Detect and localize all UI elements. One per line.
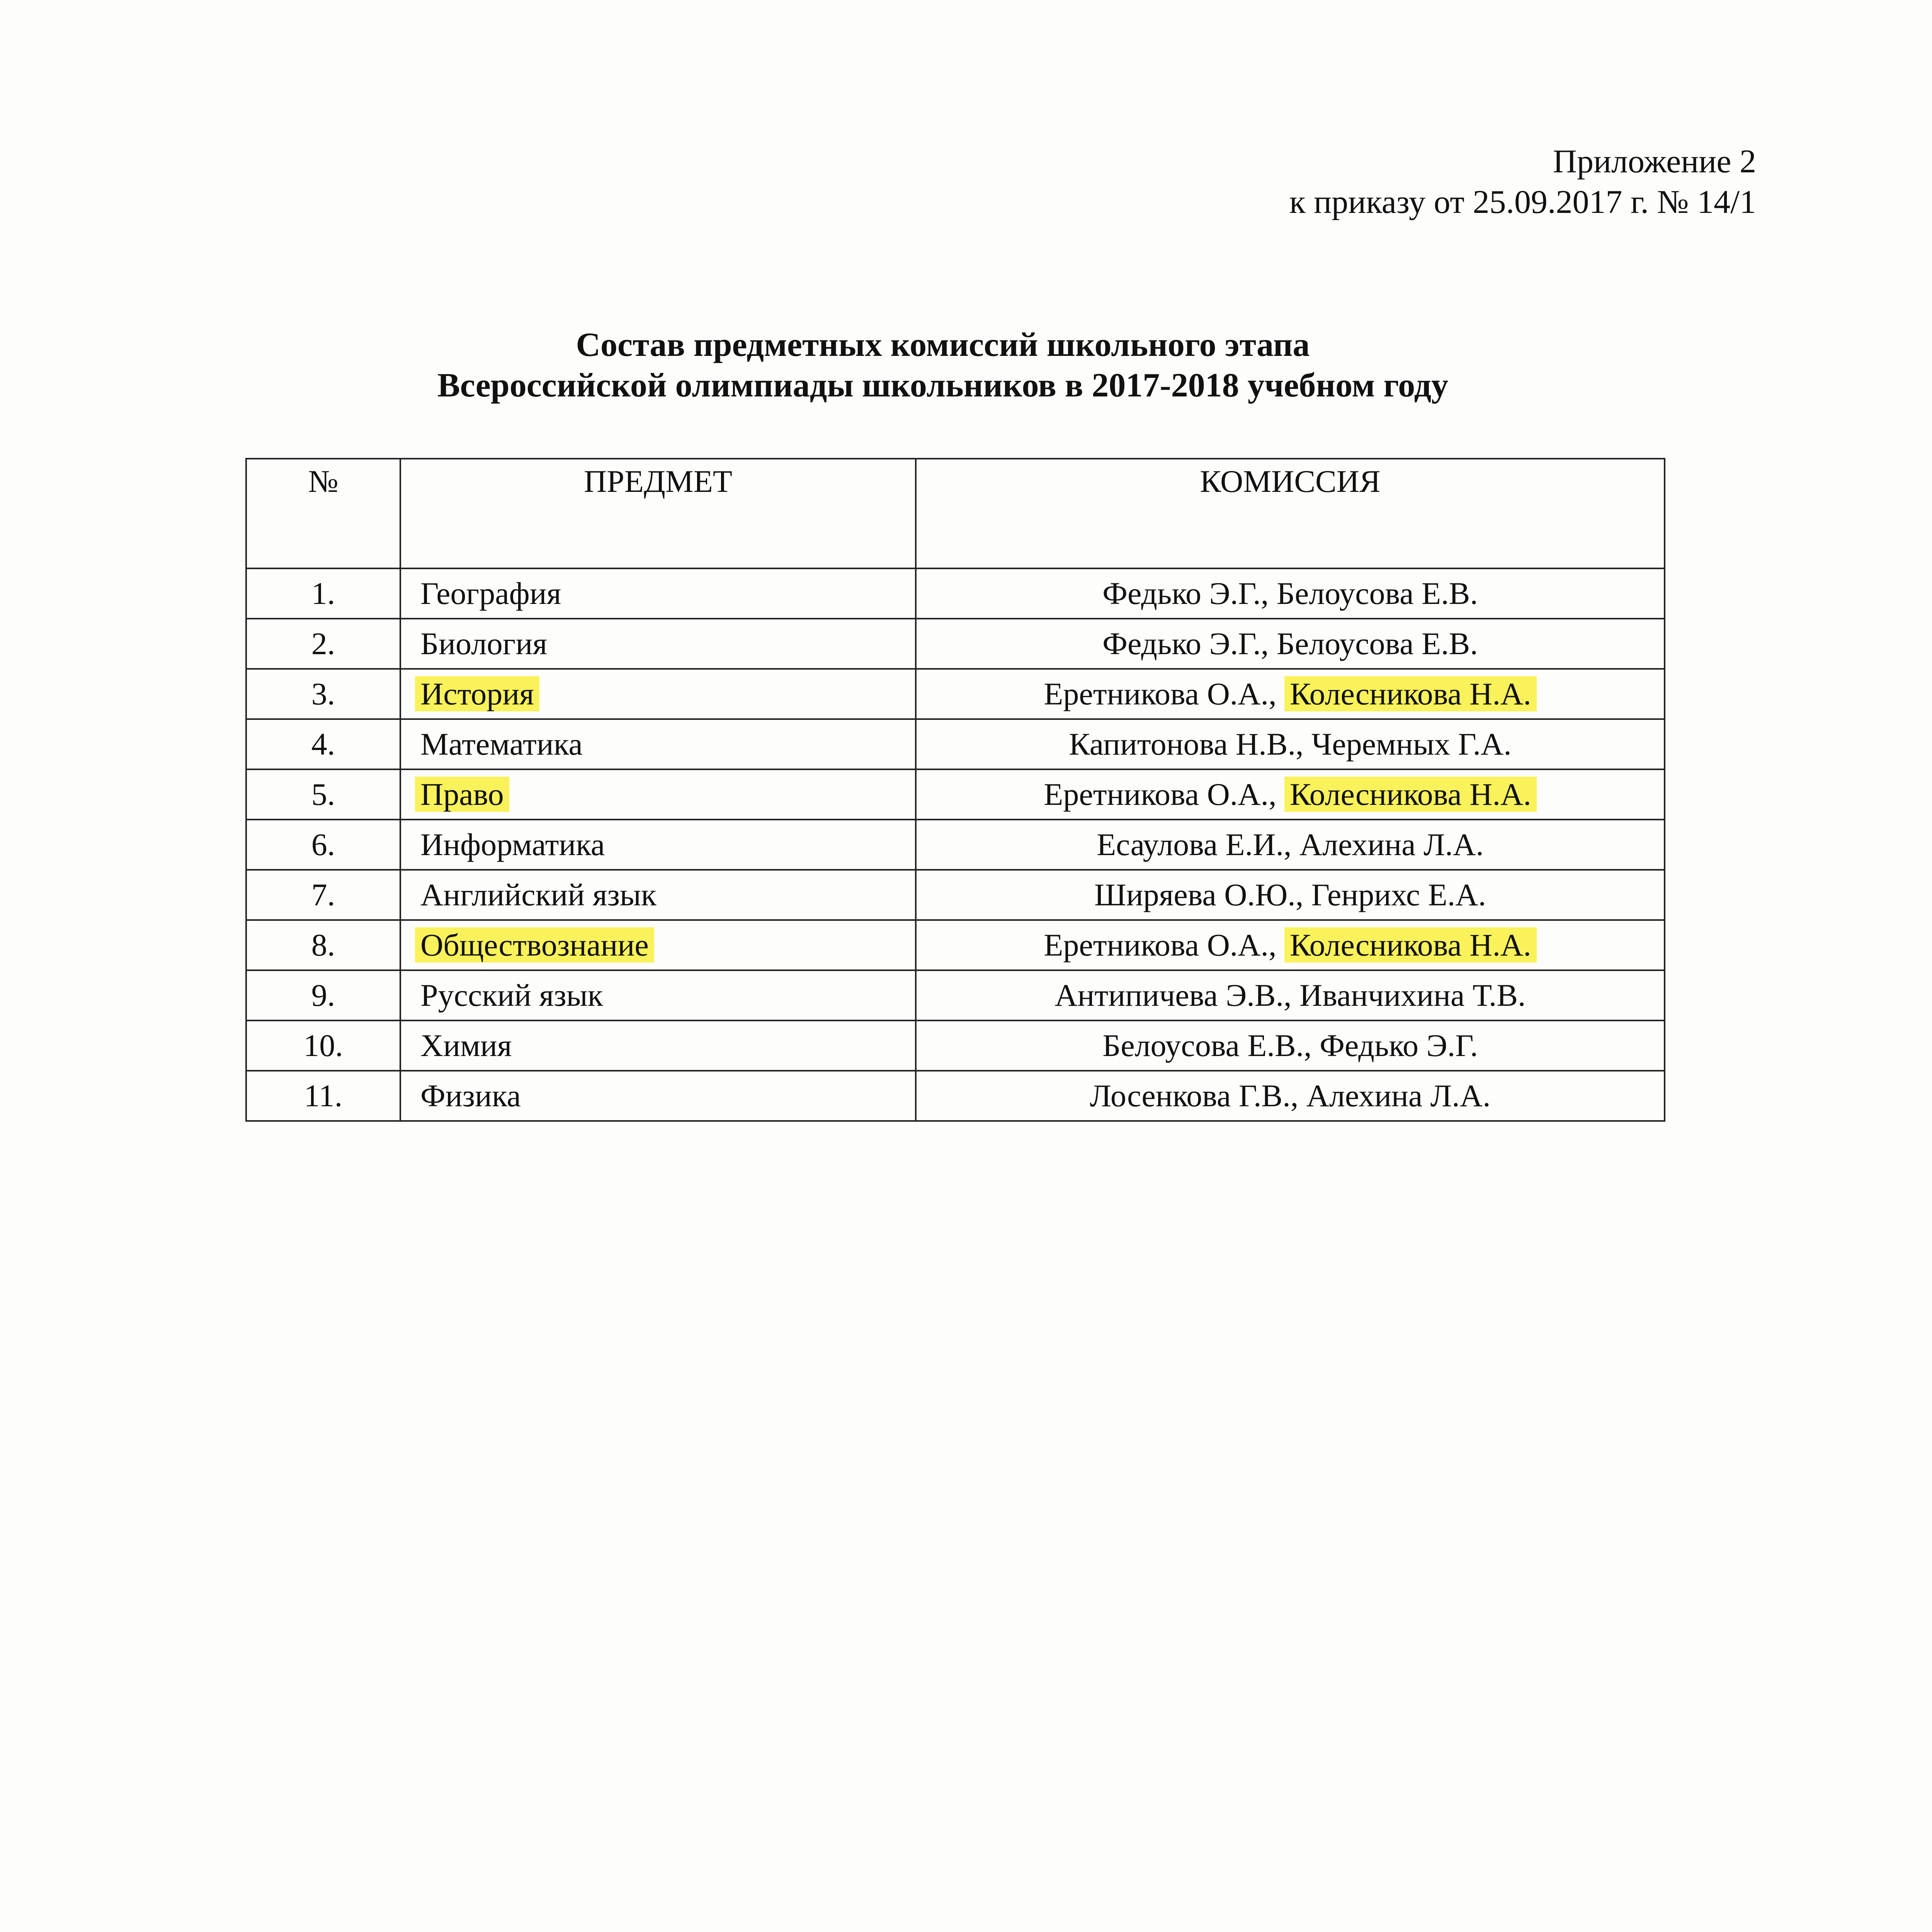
commission-text: Федько Э.Г., Белоусова Е.В. bbox=[1102, 576, 1478, 611]
highlighted-subject-text: Право bbox=[415, 777, 509, 812]
row-commission bbox=[916, 669, 1665, 719]
table-row bbox=[246, 970, 1665, 1020]
highlighted-subject-text: История bbox=[415, 676, 539, 711]
table-row bbox=[246, 870, 1665, 920]
row-commission bbox=[916, 619, 1665, 669]
document-title bbox=[0, 325, 1932, 406]
highlighted-commission-name: Колесникова Н.А. bbox=[1284, 777, 1537, 812]
row-number: 5. bbox=[246, 769, 400, 820]
header-commission: КОМИССИЯ bbox=[916, 459, 1665, 568]
subject-text: География bbox=[420, 576, 561, 611]
commission-text: Капитонова Н.В., Черемных Г.А. bbox=[1069, 726, 1512, 762]
commission-text: Ширяева О.Ю., Генрихс Е.А. bbox=[1094, 877, 1486, 912]
commission-text: Еретникова О.А., bbox=[1044, 927, 1285, 963]
highlighted-subject-text: Обществознание bbox=[415, 927, 654, 963]
subject-text: Английский язык bbox=[420, 877, 656, 912]
row-subject bbox=[400, 619, 916, 669]
table-row bbox=[246, 920, 1665, 970]
row-subject bbox=[400, 769, 916, 820]
row-number: 7. bbox=[246, 870, 400, 920]
row-commission bbox=[916, 719, 1665, 769]
title-line-2: Всероссийской олимпиады школьников в 2017-2018 учебном году bbox=[437, 367, 1449, 404]
commission-text: Белоусова Е.В., Федько Э.Г. bbox=[1102, 1028, 1478, 1063]
row-number: 2. bbox=[246, 619, 400, 669]
table-row bbox=[246, 1020, 1665, 1071]
appendix-order-reference: к приказу от 25.09.2017 г. № 14/1 bbox=[1289, 183, 1756, 220]
row-number: 6. bbox=[246, 820, 400, 870]
table-row bbox=[246, 568, 1665, 619]
row-subject bbox=[400, 1071, 916, 1121]
row-number: 8. bbox=[246, 920, 400, 970]
row-subject bbox=[400, 568, 916, 619]
table-row bbox=[246, 669, 1665, 719]
header-number: № bbox=[246, 459, 400, 568]
row-number: 3. bbox=[246, 669, 400, 719]
commission-text: Лосенкова Г.В., Алехина Л.А. bbox=[1090, 1078, 1491, 1113]
row-number: 10. bbox=[246, 1020, 400, 1071]
row-subject bbox=[400, 970, 916, 1020]
appendix-note bbox=[1289, 141, 1756, 222]
subject-text: Физика bbox=[420, 1078, 521, 1113]
commission-text: Есаулова Е.И., Алехина Л.А. bbox=[1097, 827, 1484, 862]
row-commission bbox=[916, 1020, 1665, 1071]
row-commission bbox=[916, 1071, 1665, 1121]
row-number: 11. bbox=[246, 1071, 400, 1121]
title-line-1: Состав предметных комиссий школьного этапа bbox=[576, 326, 1310, 364]
commission-text: Федько Э.Г., Белоусова Е.В. bbox=[1102, 626, 1478, 661]
header-subject: ПРЕДМЕТ bbox=[400, 459, 916, 568]
subject-text: Математика bbox=[420, 726, 583, 762]
highlighted-commission-name: Колесникова Н.А. bbox=[1284, 676, 1537, 711]
table-row bbox=[246, 820, 1665, 870]
row-commission bbox=[916, 870, 1665, 920]
row-subject bbox=[400, 669, 916, 719]
subject-text: Химия bbox=[420, 1028, 512, 1063]
highlighted-commission-name: Колесникова Н.А. bbox=[1284, 927, 1537, 963]
row-number: 1. bbox=[246, 568, 400, 619]
row-subject bbox=[400, 920, 916, 970]
row-commission bbox=[916, 568, 1665, 619]
subject-text: Русский язык bbox=[420, 978, 603, 1013]
table-header-row bbox=[246, 459, 1665, 568]
subject-text: Информатика bbox=[420, 827, 605, 862]
row-commission bbox=[916, 769, 1665, 820]
row-number: 9. bbox=[246, 970, 400, 1020]
table-row bbox=[246, 1071, 1665, 1121]
table-row bbox=[246, 769, 1665, 820]
commission-text: Еретникова О.А., bbox=[1044, 676, 1285, 711]
table-row bbox=[246, 719, 1665, 769]
table-row bbox=[246, 619, 1665, 669]
row-commission bbox=[916, 970, 1665, 1020]
appendix-number: Приложение 2 bbox=[1553, 143, 1756, 180]
commission-text: Антипичева Э.В., Иванчихина Т.В. bbox=[1054, 978, 1526, 1013]
row-subject bbox=[400, 719, 916, 769]
row-commission bbox=[916, 920, 1665, 970]
row-commission bbox=[916, 820, 1665, 870]
commissions-table bbox=[245, 458, 1665, 1122]
commission-text: Еретникова О.А., bbox=[1044, 777, 1285, 812]
row-subject bbox=[400, 820, 916, 870]
row-subject bbox=[400, 870, 916, 920]
row-subject bbox=[400, 1020, 916, 1071]
subject-text: Биология bbox=[420, 626, 548, 661]
row-number: 4. bbox=[246, 719, 400, 769]
